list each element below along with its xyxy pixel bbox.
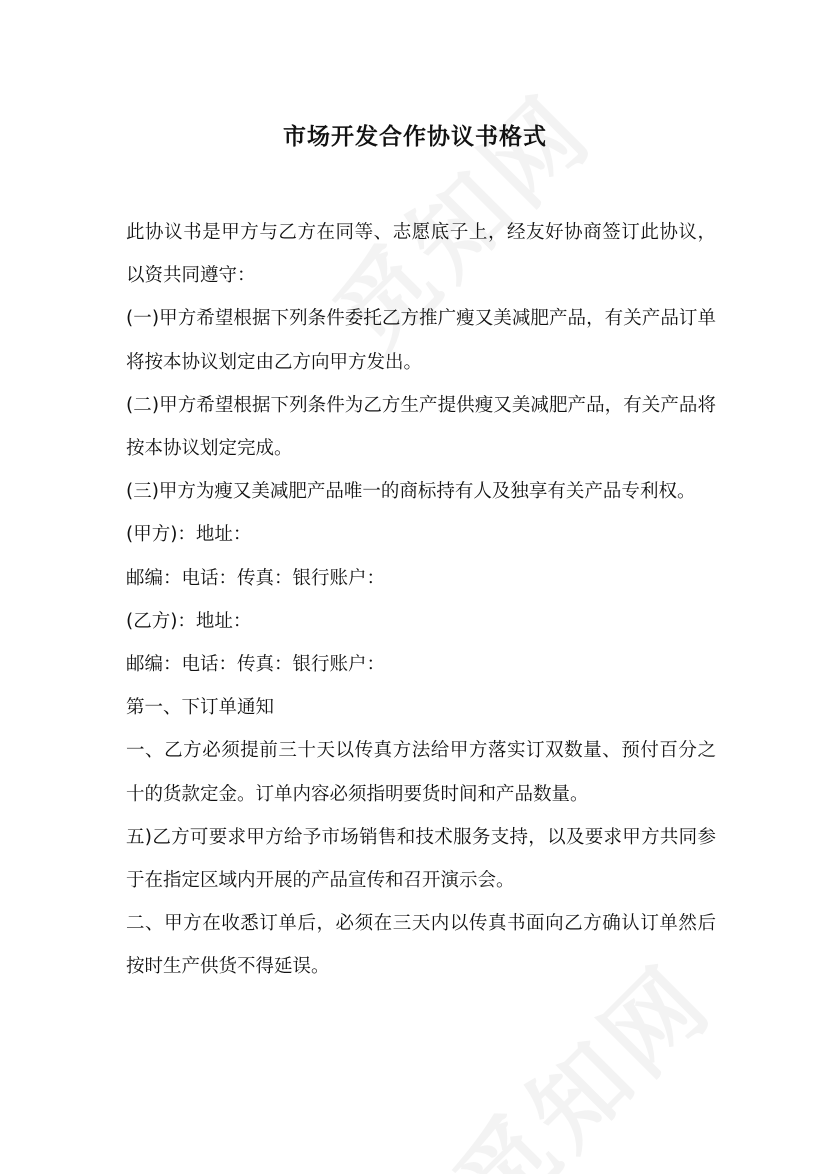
paragraph-intro: 此协议书是甲方与乙方在同等、志愿底子上，经友好协商签订此协议，以资共同遵守： <box>126 222 716 287</box>
paragraph-order-2: 二、甲方在收悉订单后，必须在三天内以传真书面向乙方确认订单然后按时生产供货不得延误。 <box>126 913 716 978</box>
party-b-address: (乙方)：地址： <box>126 610 252 632</box>
section-heading-order-notice: 第一、下订单通知 <box>126 697 275 719</box>
paragraph-clause-3: (三)甲方为瘦又美减肥产品唯一的商标持有人及独享有关产品专利权。 <box>126 481 696 503</box>
paragraph-clause-2: (二)甲方希望根据下列条件为乙方生产提供瘦又美减肥产品，有关产品将按本协议划定完成。 <box>126 394 716 460</box>
paragraph-support-5: 五)乙方可要求甲方给予市场销售和技术服务支持，以及要求甲方共同参于在指定区域内开展的产品宣传和召开演示会。 <box>126 826 716 892</box>
document-body <box>126 211 716 989</box>
paragraph-clause-1: (一)甲方希望根据下列条件委托乙方推广瘦又美减肥产品，有关产品订单将按本协议划定由乙方向甲方发出。 <box>126 308 716 373</box>
paragraph-order-1: 一、乙方必须提前三十天以传真方法给甲方落实订双数量、预付百分之十的货款定金。订单内容必须指明要货时间和产品数量。 <box>126 740 716 805</box>
party-a-contact: 邮编：电话：传真：银行账户： <box>126 567 386 589</box>
party-b-contact: 邮编：电话：传真：银行账户： <box>126 654 386 676</box>
party-a-address: (甲方)：地址： <box>126 524 252 546</box>
document-title: 市场开发合作协议书格式 <box>283 124 547 150</box>
